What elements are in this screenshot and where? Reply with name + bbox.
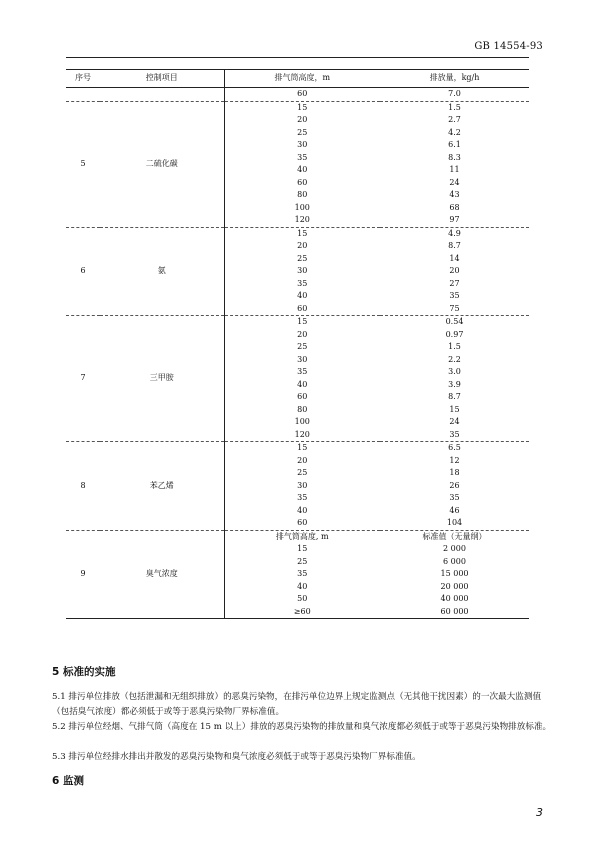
stack-height-cell: 20 [224,329,380,342]
emission-value-cell: 0.97 [445,329,464,339]
stack-height-cell: 20 [224,240,380,253]
section-5-title: 5 标准的实施 [52,666,116,678]
emission-value-cell: 97 [380,214,529,227]
stack-height-cell: 25 [224,127,380,140]
control-item-cell: 氨 [100,227,224,316]
emission-value-cell: 1.5 [448,342,461,351]
emission-value-cell: 35 [449,291,460,300]
emission-value-cell: 14 [449,253,460,263]
emission-value-cell: 8.7 [448,241,461,250]
emission-value-cell: 24 [449,417,460,426]
stack-height-cell: 20 [224,455,380,468]
emission-value-cell: 11 [449,165,460,174]
stack-height-cell: 30 [224,480,380,493]
emission-value-cell: 0.54 [445,317,464,326]
serial-cell: 8 [66,442,100,531]
emission-value-cell: 60 000 [380,606,529,619]
emission-value-cell: 6 000 [443,556,466,566]
table-row [66,88,529,102]
emission-value-cell: 43 [449,190,460,199]
header-serial: 序号 [66,70,100,88]
stack-height-cell: 100 [224,416,380,429]
stack-height-cell: 80 [224,189,380,202]
control-item-cell: 三甲胺 [100,316,224,442]
stack-height-cell: 40 [224,164,380,177]
stack-height-cell: 40 [224,505,380,518]
emission-value-cell: 4.9 [448,228,461,238]
emission-value-cell: 6.1 [448,140,461,149]
stack-height-cell: 40 [224,581,380,594]
emission-value-cell: 15 [449,404,460,414]
serial-cell: 9 [66,530,100,619]
emission-value-cell: 2.2 [448,354,461,364]
stack-height-cell: 120 [224,214,380,227]
control-item-cell: 苯乙烯 [100,442,224,531]
stack-height-cell: 30 [224,354,380,367]
stack-height-cell: 15 [224,442,380,455]
emission-value-cell: 68 [449,202,460,212]
table-row [66,101,529,114]
stack-height-cell: 25 [224,556,380,569]
section-5-2: 5.2 排污单位经烟、气排气筒（高度在 15 m 以上）排放的恶臭污染物的排放量和臭气浓度都必须低于或等于恶臭污染物排放标准。 [52,722,552,732]
stack-height-cell: 35 [224,492,380,505]
emission-value-cell: 12 [449,455,460,465]
control-item-cell: 二硫化碳 [100,101,224,227]
page-number: 3 [536,806,543,819]
emission-value-cell: 40 000 [440,594,469,603]
stack-height-cell: 15 [224,316,380,329]
stack-height-cell: 30 [224,265,380,278]
header-rule [66,57,529,58]
table-row [66,316,529,329]
stack-height-cell: 15 [224,101,380,114]
header-item: 控制项目 [100,70,224,88]
emission-value-cell: 104 [380,517,529,530]
stack-height-cell: 60 [224,177,380,190]
serial-cell [66,88,100,102]
stack-height-cell: 35 [224,568,380,581]
stack-height-cell: 40 [224,290,380,303]
stack-height-cell: 35 [224,152,380,165]
control-item-cell [100,88,224,102]
control-item-cell: 臭气浓度 [100,530,224,619]
stack-height-cell: 120 [224,429,380,442]
stack-height-cell: 20 [224,114,380,127]
emission-value-cell: 27 [449,278,460,288]
table-header-row [66,70,529,88]
emission-value-cell: 7.0 [380,88,529,102]
stack-height-cell: 60 [224,517,380,530]
serial-cell: 6 [66,227,100,316]
stack-height-cell: 25 [224,467,380,480]
stack-height-cell: 40 [224,379,380,392]
emission-value-cell: 46 [449,505,460,515]
emission-value-cell: 8.3 [448,152,461,162]
emission-value-cell: 2 000 [443,544,466,553]
emission-value-cell: 35 [380,429,529,442]
emission-value-cell: 26 [449,480,460,490]
stack-height-cell: 25 [224,253,380,266]
emission-value-cell: 35 [449,493,460,502]
stack-height-cell: 25 [224,341,380,354]
stack-height-cell: 30 [224,139,380,152]
stack-height-cell: 100 [224,202,380,215]
emission-value-cell: 75 [380,303,529,316]
table-row [66,227,529,240]
stack-height-cell: 50 [224,593,380,606]
section-5-3: 5.3 排污单位经排水排出并散发的恶臭污染物和臭气浓度必须低于或等于恶臭污染物厂界标准值。 [52,752,421,762]
emission-value-cell: 4.2 [448,127,461,137]
header-emission: 排放量，kg/h [380,70,529,88]
emission-value-cell: 24 [449,177,460,187]
emission-value-cell: 20 000 [440,581,469,591]
subheader-standard: 标准值（无量纲） [422,531,487,541]
emission-value-cell: 8.7 [448,392,461,401]
emission-value-cell: 6.5 [448,443,461,452]
emission-value-cell: 2.7 [448,115,461,124]
stack-height-cell: 35 [224,366,380,379]
stack-height-cell: 15 [224,543,380,556]
serial-cell: 7 [66,316,100,442]
stack-height-cell: 15 [224,227,380,240]
stack-height-cell: 35 [224,278,380,291]
stack-height-cell: 60 [224,391,380,404]
section-6-title: 6 监测 [52,775,84,787]
emission-limits-table [66,69,529,619]
emission-value-cell: 3.9 [448,379,461,389]
emission-value-cell: 15 000 [440,569,469,578]
stack-height-cell: 60 [224,303,380,316]
subheader-height: 排气筒高度, m [224,530,380,543]
emission-value-cell: 1.5 [448,102,461,112]
table-body [66,88,529,619]
emission-value-cell: 3.0 [448,367,461,376]
header-height: 排气筒高度，m [224,70,380,88]
stack-height-cell: 60 [224,88,380,102]
stack-height-cell: ≥60 [224,606,380,619]
emission-value-cell: 18 [449,468,460,477]
emission-value-cell: 20 [449,266,460,275]
stack-height-cell: 80 [224,404,380,417]
standard-number: GB 14554-93 [474,41,543,52]
table-row [66,442,529,455]
table-subheader-row [66,530,529,543]
serial-cell: 5 [66,101,100,227]
section-5-1: 5.1 排污单位排放（包括泄漏和无组织排放）的恶臭污染物，在排污单位边界上规定监测点（无其他干扰因素）的一次最大监测值（包括臭气浓度）都必须低于或等于恶臭污染物厂界标准值。 [52,692,542,717]
